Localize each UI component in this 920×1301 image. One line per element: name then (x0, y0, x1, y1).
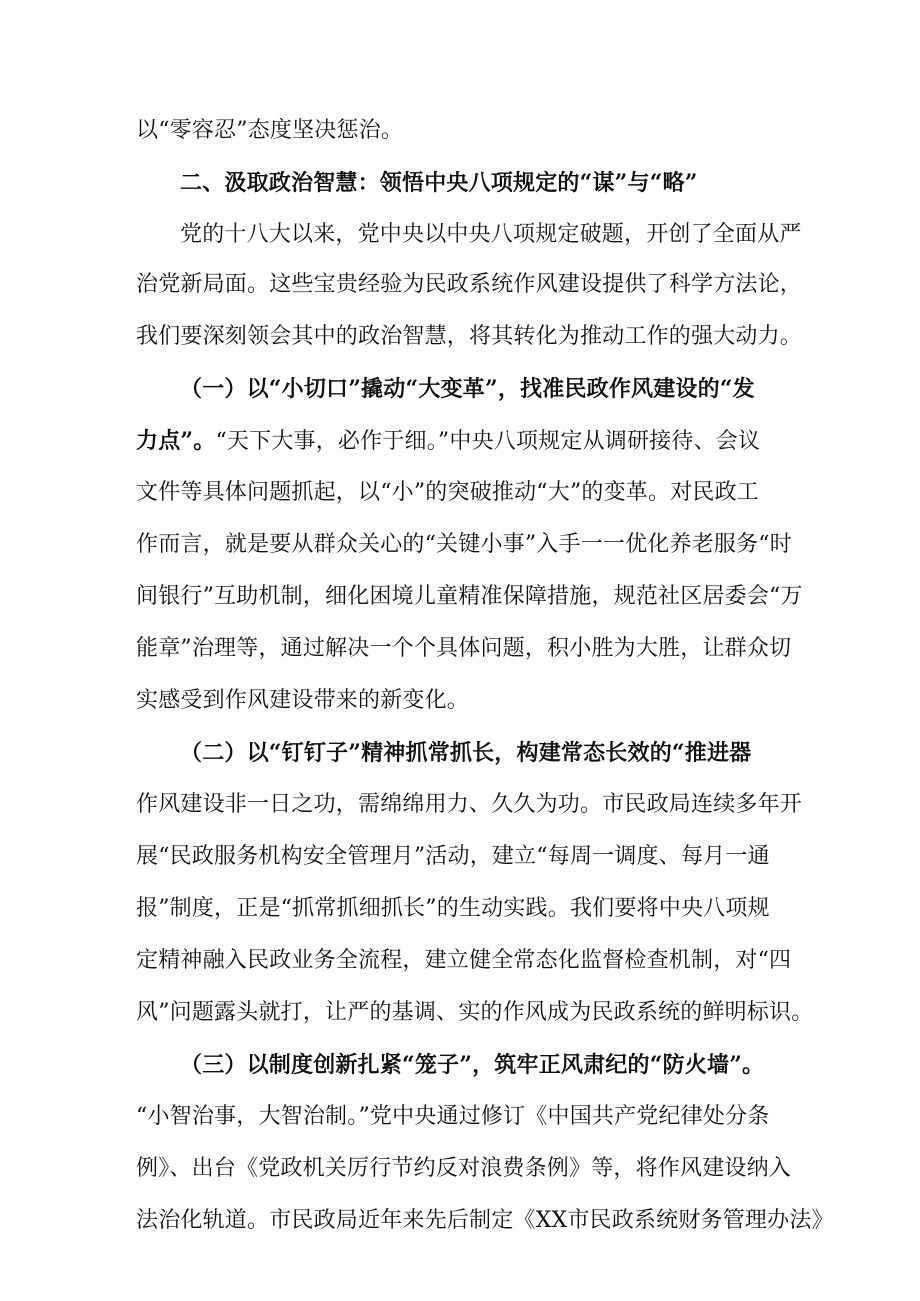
paragraph-line: 作风建设非一日之功，需绵绵用力、久久为功。市民政局连续多年开 (136, 792, 803, 817)
paragraph-line: “小智治事，大智治制。”党中央通过修订《中国共产党纪律处分条 (136, 1104, 770, 1129)
paragraph-line: 风”问题露头就打，让严的基调、实的作风成为民政系统的鲜明标识。 (136, 1000, 814, 1025)
paragraph-line: 党的十八大以来，党中央以中央八项规定破题，开创了全面从严 (180, 222, 802, 247)
paragraph-line: 我们要深刻领会其中的政治智慧，将其转化为推动工作的强大动力。 (136, 324, 803, 349)
subheading-tail: 力点”。 (136, 428, 216, 454)
paragraph-line: 以“零容忍”态度坚决惩治。 (136, 118, 404, 143)
paragraph-line: 展“民政服务机构安全管理月”活动，建立“每周一调度、每月一通 (136, 844, 770, 869)
paragraph-line: 报”制度，正是“抓常抓细抓长”的生动实践。我们要将中央八项规 (136, 896, 770, 921)
paragraph-line: 实感受到作风建设带来的新变化。 (136, 688, 470, 713)
paragraph-line: 能章”治理等，通过解决一个个具体问题，积小胜为大胜，让群众切 (136, 636, 792, 661)
paragraph-line: 作而言，就是要从群众关心的“关键小事”入手一一优化养老服务“时 (136, 532, 792, 557)
paragraph-text: “天下大事，必作于细。”中央八项规定从调研接待、会议 (215, 429, 761, 454)
subheading-line: （三）以制度创新扎紧“笼子”，筑牢正风肃纪的“防火墙”。 (180, 1052, 765, 1078)
paragraph-line: 定精神融入民政业务全流程，建立健全常态化监督检查机制，对“四 (136, 948, 792, 973)
subheading-line: （一）以“小切口”撬动“大变革”，找准民政作风建设的“发 (180, 376, 755, 402)
section-heading: 二、汲取政治智慧：领悟中央八项规定的“谋”与“略” (180, 170, 698, 196)
paragraph-line: 文件等具体问题抓起，以“小”的突破推动“大”的变革。对民政工 (136, 480, 759, 505)
mixed-line (136, 426, 796, 457)
paragraph-line: 例》、出台《党政机关厉行节约反对浪费条例》等，将作风建设纳入 (136, 1156, 792, 1181)
paragraph-line: 治党新局面。这些宝贵经验为民政系统作风建设提供了科学方法论， (136, 272, 803, 297)
paragraph-line: 法治化轨道。市民政局近年来先后制定《XX市民政系统财务管理办法》 (136, 1208, 834, 1233)
paragraph-line: 间银行”互助机制，细化困境儿童精准保障措施，规范社区居委会“万 (136, 584, 803, 609)
subheading-line: （二）以“钉钉子”精神抓常抓长，构建常态长效的“推进器 (180, 740, 752, 766)
